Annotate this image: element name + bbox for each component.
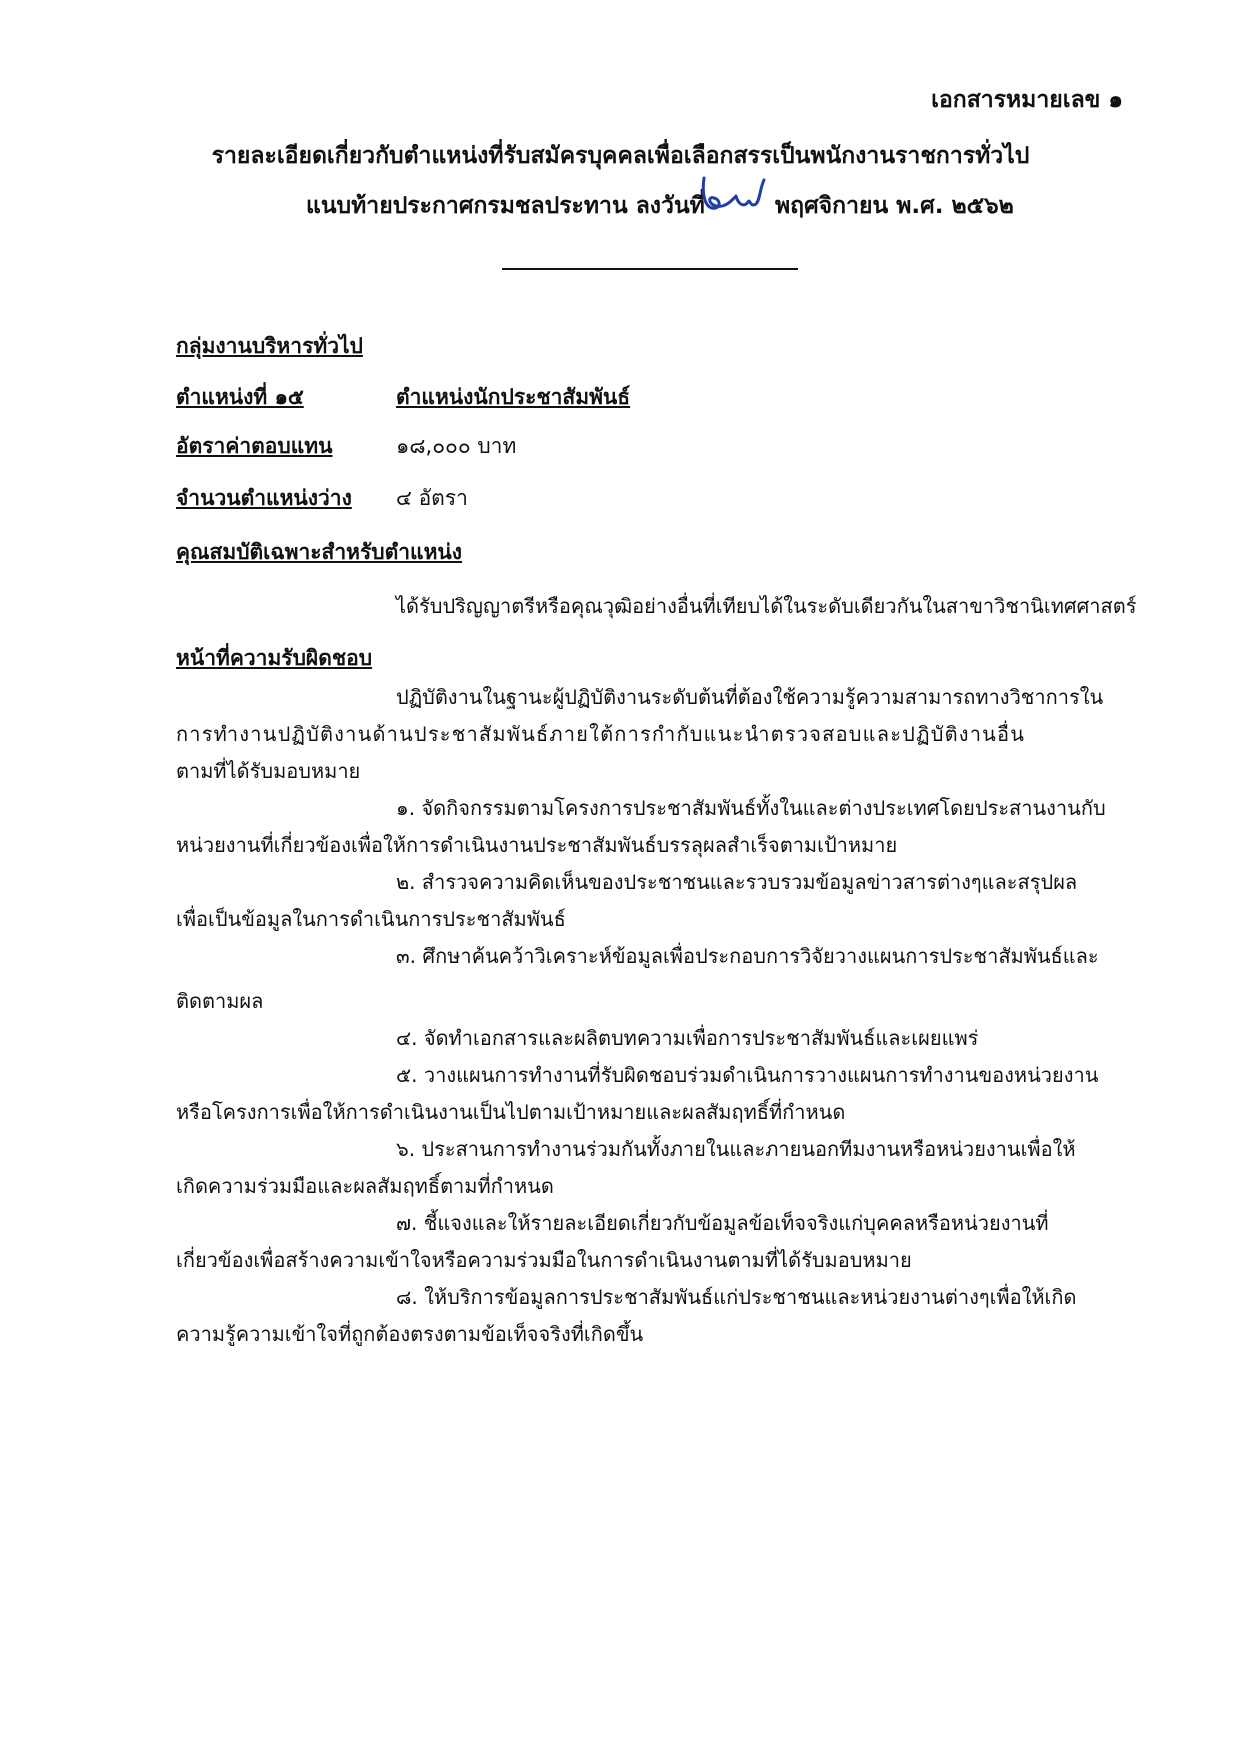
announcement-line: แนบท้ายประกาศกรมชลประทาน ลงวันที่ [306, 193, 705, 219]
duty-item-2 [176, 864, 1116, 938]
vacancy-value: ๔ อัตรา [396, 486, 468, 510]
duty-item-6 [176, 1131, 1116, 1205]
qualification-text: ได้รับปริญญาตรีหรือคุณวุฒิอย่างอื่นที่เทียบได้ในระดับเดียวกันในสาขาวิชานิเทศศาสตร์ [396, 594, 1137, 618]
salary-label: อัตราค่าตอบแทน [176, 434, 333, 458]
duty-text: หน่วยงานที่เกี่ยวข้องเพื่อให้การดำเนินงานประชาสัมพันธ์บรรลุผลสำเร็จตามเป้าหมาย [176, 833, 898, 857]
duty-text: ๘. ให้บริการข้อมูลการประชาสัมพันธ์แก่ประชาชนและหน่วยงานต่างๆเพื่อให้เกิด [396, 1285, 1077, 1309]
duty-item-8 [176, 1279, 1116, 1353]
duty-text: ๔. จัดทำเอกสารและผลิตบทความเพื่อการประชาสัมพันธ์และเผยแพร่ [396, 1026, 979, 1050]
group-heading: กลุ่มงานบริหารทั่วไป [176, 334, 363, 358]
duty-item-3 [176, 938, 1116, 1020]
document-number: เอกสารหมายเลข ๑ [931, 87, 1123, 113]
duty-text: ๓. ศึกษาค้นคว้าวิเคราะห์ข้อมูลเพื่อประกอบการวิจัยวางแผนการประชาสัมพันธ์และ [396, 944, 1099, 968]
duty-text: ๗. ชี้แจงและให้รายละเอียดเกี่ยวกับข้อมูลข้อเท็จจริงแก่บุคคลหรือหน่วยงานที่ [396, 1211, 1049, 1235]
duty-text: เพื่อเป็นข้อมูลในการดำเนินการประชาสัมพันธ์ [176, 907, 566, 931]
qualification-heading: คุณสมบัติเฉพาะสำหรับตำแหน่ง [176, 540, 463, 564]
title-divider [502, 268, 798, 270]
duty-text: ๒. สำรวจความคิดเห็นของประชาชนและรวบรวมข้อมูลข่าวสารต่างๆและสรุปผล [396, 870, 1078, 894]
position-name: ตำแหน่งนักประชาสัมพันธ์ [396, 385, 631, 409]
duty-text: เกิดความร่วมมือและผลสัมฤทธิ์ตามที่กำหนด [176, 1174, 554, 1198]
salary-value: ๑๘,๐๐๐ บาท [396, 434, 517, 458]
vacancy-label: จำนวนตำแหน่งว่าง [176, 486, 352, 510]
duty-text: เกี่ยวข้องเพื่อสร้างความเข้าใจหรือความร่วมมือในการดำเนินงานตามที่ได้รับมอบหมาย [176, 1248, 912, 1272]
duties-intro-line: การทำงานปฏิบัติงานด้านประชาสัมพันธ์ภายใต้การกำกับแนะนำตรวจสอบและปฏิบัติงานอื่น [176, 722, 1026, 746]
duties-intro-line: ตามที่ได้รับมอบหมาย [176, 759, 361, 783]
duties-heading: หน้าที่ความรับผิดชอบ [176, 646, 373, 670]
duty-item-5 [176, 1057, 1116, 1131]
announcement-date: พฤศจิกายน พ.ศ. ๒๕๖๒ [775, 193, 1014, 219]
position-number: ตำแหน่งที่ ๑๕ [176, 385, 304, 409]
duty-text: ๑. จัดกิจกรรมตามโครงการประชาสัมพันธ์ทั้งในและต่างประเทศโดยประสานงานกับ [396, 796, 1106, 820]
document-title: รายละเอียดเกี่ยวกับตำแหน่งที่รับสมัครบุคคลเพื่อเลือกสรรเป็นพนักงานราชการทั่วไป [211, 143, 1030, 169]
duty-text: ๕. วางแผนการทำงานที่รับผิดชอบร่วมดำเนินการวางแผนการทำงานของหน่วยงาน [396, 1063, 1099, 1087]
handwritten-date-signature [698, 174, 768, 218]
duties-intro-line: ปฏิบัติงานในฐานะผู้ปฏิบัติงานระดับต้นที่ต้องใช้ความรู้ความสามารถทางวิชาการใน [396, 685, 1104, 709]
duty-text: ๖. ประสานการทำงานร่วมกันทั้งภายในและภายนอกทีมงานหรือหน่วยงานเพื่อให้ [396, 1137, 1076, 1161]
duties-intro [176, 679, 1116, 790]
duty-item-1 [176, 790, 1116, 864]
duty-text: ติดตามผล [176, 989, 264, 1013]
duty-text: หรือโครงการเพื่อให้การดำเนินงานเป็นไปตามเป้าหมายและผลสัมฤทธิ์ที่กำหนด [176, 1100, 846, 1124]
duty-item-4 [176, 1020, 1116, 1057]
duty-text: ความรู้ความเข้าใจที่ถูกต้องตรงตามข้อเท็จจริงที่เกิดขึ้น [176, 1322, 644, 1346]
duty-item-7 [176, 1205, 1116, 1279]
